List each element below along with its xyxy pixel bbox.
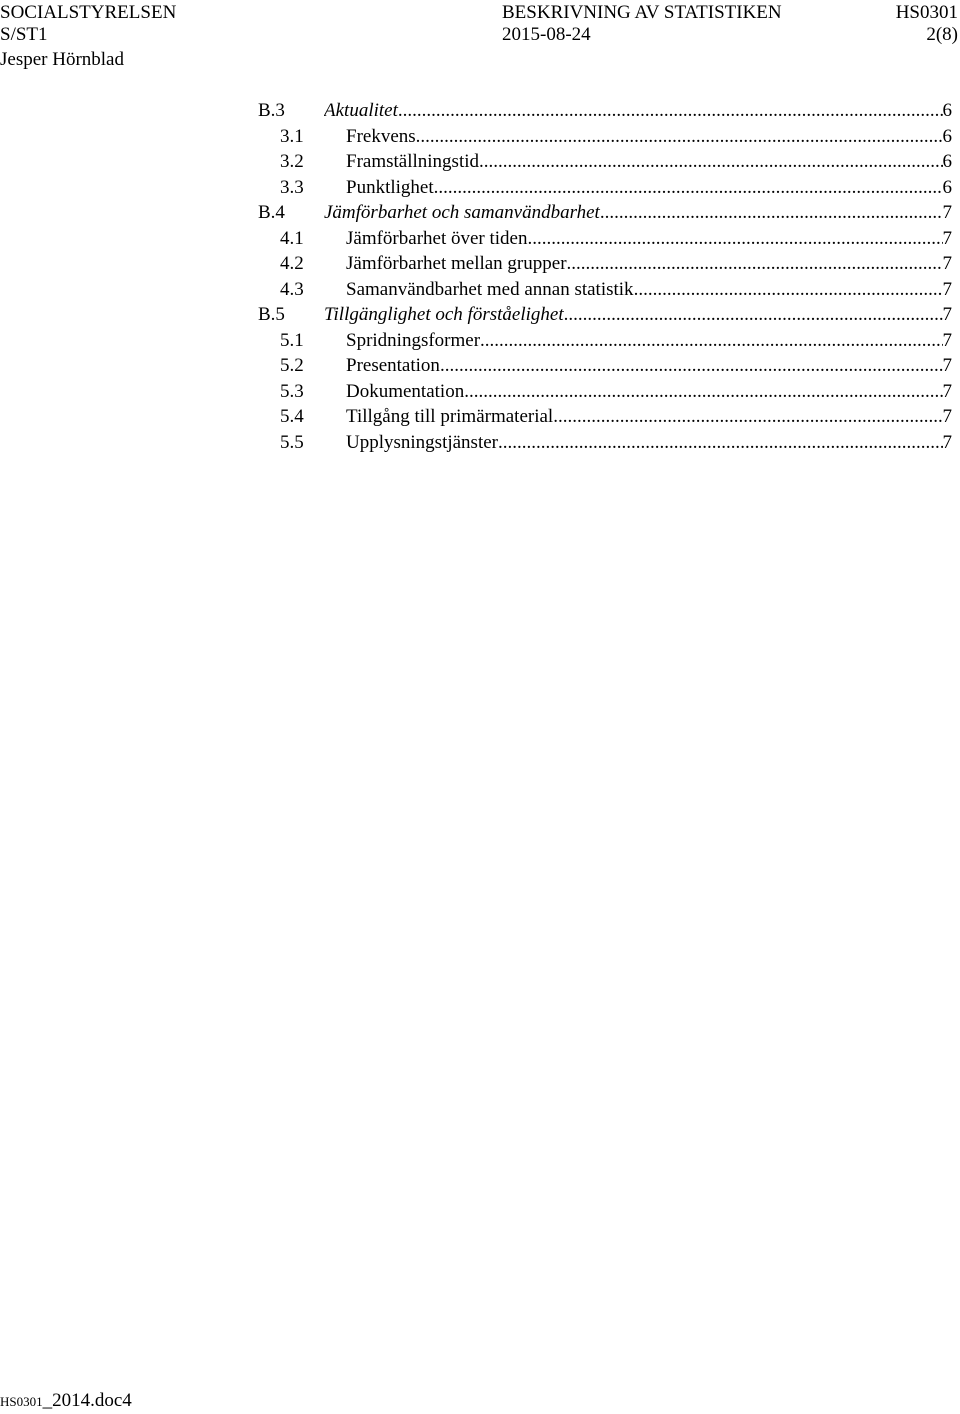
footer-code: HS0301 [0, 1394, 43, 1409]
toc-entry-number: 4.3 [280, 279, 304, 300]
toc-entry-number: 5.2 [280, 355, 304, 376]
toc-entry[interactable] [0, 302, 960, 327]
toc-entry[interactable] [0, 430, 960, 455]
document-code: HS0301 [895, 2, 958, 23]
toc-dot-leader [634, 277, 943, 302]
toc-dot-leader [416, 124, 943, 149]
toc-entry-title: Presentation [346, 355, 440, 376]
toc-entry[interactable] [0, 328, 960, 353]
toc-entry[interactable] [0, 175, 960, 200]
toc-dot-leader [553, 404, 942, 429]
header-row-2 [0, 22, 960, 47]
toc-entry-body [346, 404, 952, 429]
toc-entry-title: Aktualitet [324, 100, 398, 121]
toc-entry[interactable] [0, 353, 960, 378]
toc-entry-title: Upplysningstjänster [346, 432, 498, 453]
toc-entry-title: Framställningstid [346, 151, 479, 172]
toc-entry-body [324, 98, 952, 123]
footer-filename [0, 1388, 132, 1414]
toc-entry[interactable] [0, 149, 960, 174]
toc-entry-page: 7 [942, 228, 952, 249]
toc-entry-page: 6 [942, 151, 952, 172]
toc-entry[interactable] [0, 124, 960, 149]
toc-entry[interactable] [0, 226, 960, 251]
toc-entry-body [346, 430, 952, 455]
footer-suffix: _2014.doc4 [42, 1390, 132, 1411]
toc-entry-number: 4.2 [280, 253, 304, 274]
toc-entry-page: 7 [942, 279, 952, 300]
toc-dot-leader [434, 175, 943, 200]
page-indicator: 2(8) [926, 24, 958, 45]
toc-entry-number: B.5 [258, 304, 285, 325]
toc-entry-page: 7 [942, 432, 952, 453]
toc-dot-leader [567, 251, 943, 276]
toc-dot-leader [479, 149, 943, 174]
toc-entry-body [346, 353, 952, 378]
toc-entry-page: 7 [942, 330, 952, 351]
toc-entry-body [324, 302, 952, 327]
toc-entry[interactable] [0, 98, 960, 123]
agency-name: SOCIALSTYRELSEN [0, 2, 177, 23]
toc-entry-number: 5.4 [280, 406, 304, 427]
toc-dot-leader [564, 302, 943, 327]
toc-dot-leader [480, 328, 942, 353]
toc-dot-leader [440, 353, 943, 378]
toc-entry-page: 6 [942, 177, 952, 198]
toc-entry-title: Punktlighet [346, 177, 434, 198]
toc-entry-body [346, 226, 952, 251]
toc-entry-number: B.3 [258, 100, 285, 121]
toc-entry-page: 7 [942, 253, 952, 274]
toc-entry-body [346, 149, 952, 174]
toc-entry-number: 3.1 [280, 126, 304, 147]
toc-entry-page: 6 [942, 126, 952, 147]
toc-entry[interactable] [0, 251, 960, 276]
toc-entry-page: 6 [942, 100, 952, 121]
toc-entry-page: 7 [942, 406, 952, 427]
toc-dot-leader [498, 430, 943, 455]
toc-entry-title: Jämförbarhet över tiden [346, 228, 528, 249]
toc-entry-number: 5.3 [280, 381, 304, 402]
toc-dot-leader [600, 200, 943, 225]
toc-entry-title: Tillgång till primärmaterial [346, 406, 554, 427]
department-code: S/ST1 [0, 24, 48, 45]
toc-entry-title: Jämförbarhet och samanvändbarhet [324, 202, 600, 223]
toc-entry-title: Samanvändbarhet med annan statistik [346, 279, 634, 300]
toc-entry-page: 7 [942, 202, 952, 223]
toc-entry-title: Dokumentation [346, 381, 465, 402]
toc-entry-body [346, 124, 952, 149]
toc-entry-number: 5.1 [280, 330, 304, 351]
toc-entry-title: Tillgänglighet och förståelighet [324, 304, 564, 325]
toc-entry-body [346, 175, 952, 200]
toc-dot-leader [398, 98, 943, 123]
document-date: 2015-08-24 [502, 24, 591, 45]
toc-entry[interactable] [0, 379, 960, 404]
toc-entry-number: B.4 [258, 202, 285, 223]
toc-dot-leader [527, 226, 942, 251]
toc-entry-page: 7 [942, 355, 952, 376]
toc-entry-page: 7 [942, 304, 952, 325]
toc-entry-page: 7 [942, 381, 952, 402]
toc-entry-body [324, 200, 952, 225]
toc-entry-body [346, 328, 952, 353]
toc-dot-leader [464, 379, 942, 404]
toc-entry-number: 5.5 [280, 432, 304, 453]
toc-entry-title: Frekvens [346, 126, 416, 147]
toc-entry-body [346, 379, 952, 404]
toc-entry-body [346, 277, 952, 302]
toc-entry-title: Spridningsformer [346, 330, 481, 351]
document-type: BESKRIVNING AV STATISTIKEN [502, 2, 782, 23]
toc-entry[interactable] [0, 200, 960, 225]
toc-entry[interactable] [0, 404, 960, 429]
toc-entry[interactable] [0, 277, 960, 302]
toc-entry-body [346, 251, 952, 276]
toc-entry-number: 3.2 [280, 151, 304, 172]
author-name: Jesper Hörnblad [0, 49, 124, 70]
toc-entry-title: Jämförbarhet mellan grupper [346, 253, 567, 274]
toc-entry-number: 3.3 [280, 177, 304, 198]
toc-entry-number: 4.1 [280, 228, 304, 249]
header-row-3 [0, 47, 960, 72]
